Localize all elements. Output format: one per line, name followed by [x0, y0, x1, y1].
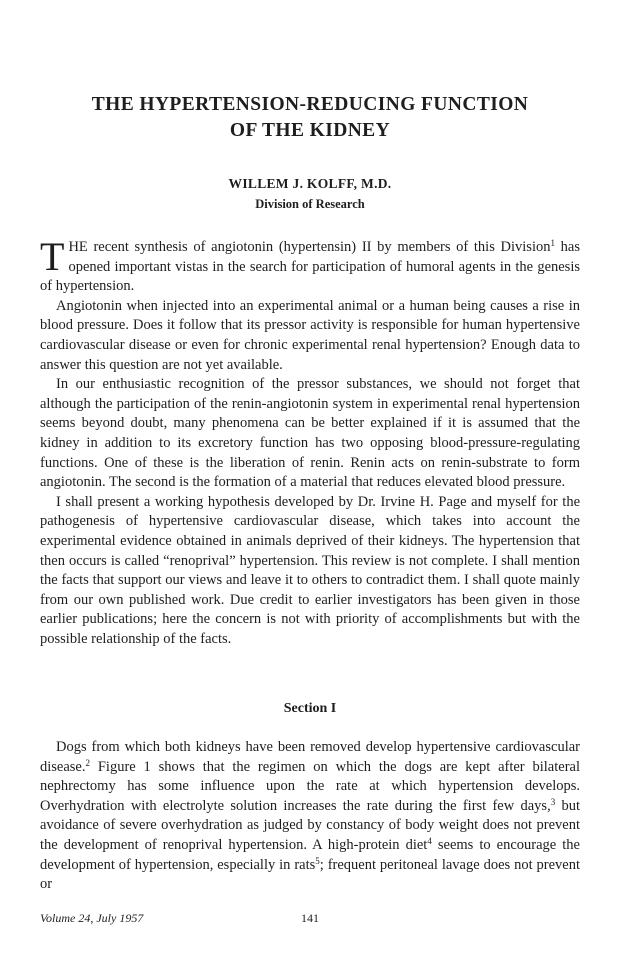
section-1-text-1: Dogs from which both kidneys have been removed develop hypertensive cardiovascular disease. [40, 739, 580, 775]
author-name: WILLEM J. KOLFF, M.D. [228, 176, 392, 191]
reference-marker: 5 [315, 855, 320, 866]
page-number: 141 [301, 911, 319, 925]
section-1-text-2: Figure 1 shows that the regimen on which the dogs are kept after bilateral nephrectomy has some influence upon the rate at which hypertension develops. Overhydration with electrolyte solution increases the rate during the first few days, [40, 758, 580, 814]
reference-marker: 3 [550, 796, 556, 807]
article-title-line-2: OF THE KIDNEY [229, 120, 391, 141]
section-1-text [40, 738, 580, 895]
paragraph-4: I shall present a working hypothesis developed by Dr. Irvine H. Page and myself for the pathogenesis of hypertensive cardiovascular disease, which takes into account the experimental evidence obtained in animals deprived of their kidneys. The hypertension that then occurs is called “renoprival” hypertension. This review is not complete. I shall mention the facts that support our views and leave it to others to contradict them. I shall quote mainly from our own published work. Due credit to earlier investigators has been given in those earlier publications; here the concern is not with priority of accomplishments but with the possible relationship of the facts. [40, 493, 580, 647]
paragraph-1-text-a: HE recent synthesis of angiotonin (hypertensin) II by members of this Division [68, 239, 551, 255]
reference-marker: 2 [85, 757, 90, 768]
section-heading: Section I [283, 701, 337, 716]
paragraph-1-text-b: has opened important vistas in the search for participation of humoral agents in the genesis of hypertension. [40, 239, 580, 295]
reference-marker: 1 [550, 238, 555, 248]
introduction-text [40, 234, 580, 649]
paragraph-3: In our enthusiastic recognition of the pressor substances, we should not forget that although the participation of the renin-angiotonin system in experimental renal hypertension seems beyond doubt, many phenomena can be better explained if it is assumed that the kidney in addition to its excretory function has two opposing blood-pressure-regulating functions. One of these is the liberation of renin. Renin acts on renin-substrate to form angiotonin. The second is the formation of a material that reduces elevated blood pressure. [40, 376, 580, 491]
author-affiliation: Division of Research [255, 197, 365, 211]
section-1-paragraph [40, 738, 580, 895]
journal-page [40, 0, 580, 962]
article-title-line-1: THE HYPERTENSION-REDUCING FUNCTION [91, 94, 529, 115]
drop-cap: T [40, 234, 65, 279]
section-1-text-3: but avoidance of severe overhydration as judged by constancy of body weight does not prevent the development of renoprival hypertension. A high-protein diet [40, 797, 581, 853]
paragraph-1 [40, 234, 580, 297]
journal-volume-date: Volume 24, July 1957 [40, 911, 144, 925]
section-1-text-4: seems to encourage the development of hypertension, especially in rats [40, 836, 580, 873]
reference-marker: 4 [427, 835, 432, 846]
section-1-text-5: ; frequent peritoneal lavage does not prevent or [40, 856, 580, 893]
paragraph-2: Angiotonin when injected into an experimental animal or a human being causes a rise in blood pressure. Does it follow that its pressor activity is responsible for human hypertensive cardiovascular disease or even for chronic experimental renal hypertension? Enough data to answer this question are not yet available. [40, 297, 580, 373]
article-title [40, 92, 580, 144]
